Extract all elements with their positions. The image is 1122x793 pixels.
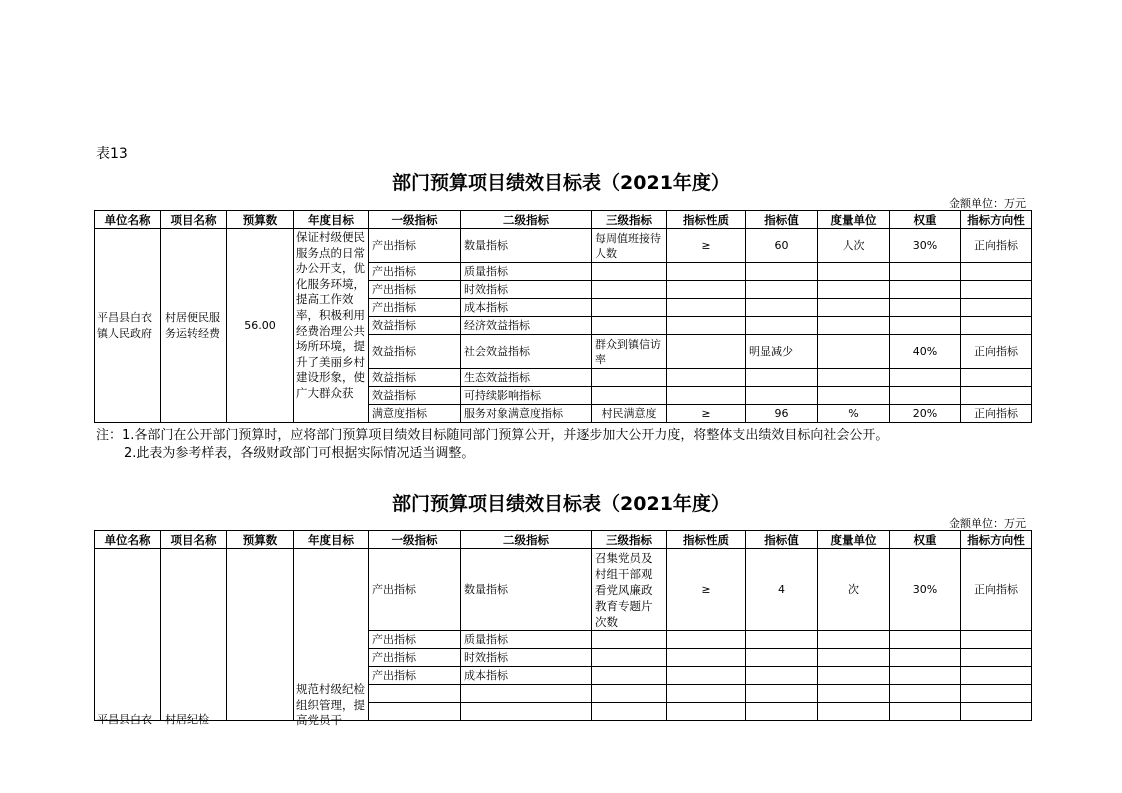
unit-name-cell <box>95 549 161 726</box>
unit-name-text: 平昌县白衣 <box>97 713 152 726</box>
l1-cell <box>369 685 461 703</box>
header-cell: 单位名称 <box>95 211 161 229</box>
direction-cell <box>961 667 1032 685</box>
l1-cell: 产出指标 <box>369 229 461 263</box>
direction-cell: 正向指标 <box>961 549 1032 631</box>
header-cell: 三级指标 <box>592 531 667 549</box>
direction-cell <box>961 281 1032 299</box>
table-row <box>95 549 1032 631</box>
value-cell <box>746 703 818 721</box>
table1-header-row <box>95 211 1032 229</box>
header-cell: 指标值 <box>746 531 818 549</box>
project-name-cell <box>161 549 227 726</box>
table2-header-row <box>95 531 1032 549</box>
nature-cell: ≥ <box>667 229 746 263</box>
l3-cell <box>592 263 667 281</box>
l3-cell <box>592 281 667 299</box>
l3-cell: 召集党员及村组干部观看党风廉政教育专题片次数 <box>592 549 667 631</box>
l2-cell: 社会效益指标 <box>461 335 592 369</box>
direction-cell <box>961 263 1032 281</box>
measure-unit-cell <box>818 387 890 405</box>
l1-cell: 效益指标 <box>369 387 461 405</box>
l3-cell <box>592 369 667 387</box>
value-cell <box>746 317 818 335</box>
note-2: 2.此表为参考样表，各级财政部门可根据实际情况适当调整。 <box>124 446 475 461</box>
l1-cell: 满意度指标 <box>369 405 461 423</box>
header-cell: 项目名称 <box>161 211 227 229</box>
nature-cell <box>667 685 746 703</box>
header-cell: 三级指标 <box>592 211 667 229</box>
weight-cell <box>890 263 961 281</box>
nature-cell <box>667 387 746 405</box>
nature-cell <box>667 667 746 685</box>
table-row <box>95 229 1032 263</box>
l3-cell <box>592 703 667 721</box>
value-cell <box>746 685 818 703</box>
nature-cell <box>667 649 746 667</box>
weight-cell <box>890 281 961 299</box>
weight-cell: 30% <box>890 549 961 631</box>
nature-cell <box>667 299 746 317</box>
l1-cell: 产出指标 <box>369 631 461 649</box>
header-cell: 年度目标 <box>294 211 369 229</box>
l1-cell: 产出指标 <box>369 299 461 317</box>
header-cell: 一级指标 <box>369 211 461 229</box>
value-cell: 明显减少 <box>746 335 818 369</box>
l1-cell: 效益指标 <box>369 317 461 335</box>
header-cell: 项目名称 <box>161 531 227 549</box>
budget-cell <box>227 549 294 721</box>
value-cell: 96 <box>746 405 818 423</box>
l2-cell <box>461 685 592 703</box>
measure-unit-cell: 次 <box>818 549 890 631</box>
header-cell: 指标值 <box>746 211 818 229</box>
project-name-text: 村居纪检 <box>165 713 209 726</box>
l2-cell: 服务对象满意度指标 <box>461 405 592 423</box>
table-tag: 表13 <box>96 146 128 162</box>
l2-cell: 数量指标 <box>461 229 592 263</box>
l2-cell: 经济效益指标 <box>461 317 592 335</box>
nature-cell: ≥ <box>667 405 746 423</box>
direction-cell: 正向指标 <box>961 405 1032 423</box>
l3-cell <box>592 631 667 649</box>
l3-cell <box>592 317 667 335</box>
value-cell <box>746 281 818 299</box>
weight-cell <box>890 685 961 703</box>
project-name-cell: 村居便民服务运转经费 <box>161 229 227 423</box>
l2-cell: 时效指标 <box>461 649 592 667</box>
l2-cell <box>461 703 592 721</box>
measure-unit-cell <box>818 317 890 335</box>
measure-unit-cell <box>818 369 890 387</box>
value-cell <box>746 299 818 317</box>
nature-cell <box>667 631 746 649</box>
header-cell: 一级指标 <box>369 531 461 549</box>
l2-cell: 质量指标 <box>461 263 592 281</box>
weight-cell <box>890 667 961 685</box>
header-cell: 指标性质 <box>667 211 746 229</box>
l2-cell: 生态效益指标 <box>461 369 592 387</box>
l1-cell: 产出指标 <box>369 281 461 299</box>
goal-text: 规范村级纪检组织管理，提高党员干 <box>296 682 365 728</box>
l2-cell: 数量指标 <box>461 549 592 631</box>
weight-cell <box>890 703 961 721</box>
header-cell: 指标方向性 <box>961 211 1032 229</box>
direction-cell <box>961 703 1032 721</box>
measure-unit-cell <box>818 649 890 667</box>
l1-cell: 产出指标 <box>369 549 461 631</box>
direction-cell <box>961 631 1032 649</box>
measure-unit-cell <box>818 631 890 649</box>
weight-cell <box>890 299 961 317</box>
direction-cell <box>961 299 1032 317</box>
weight-cell <box>890 631 961 649</box>
header-cell: 预算数 <box>227 531 294 549</box>
value-cell <box>746 263 818 281</box>
direction-cell: 正向指标 <box>961 335 1032 369</box>
measure-unit-cell <box>818 263 890 281</box>
note-1: 注：1.各部门在公开部门预算时，应将部门预算项目绩效目标随同部门预算公开，并逐步加大公开力度，将整体支出绩效目标向社会公开。 <box>96 428 889 443</box>
l3-cell <box>592 649 667 667</box>
measure-unit-cell <box>818 703 890 721</box>
weight-cell <box>890 317 961 335</box>
nature-cell: ≥ <box>667 549 746 631</box>
weight-cell <box>890 649 961 667</box>
table2-unit-label: 金额单位：万元 <box>949 517 1026 530</box>
header-cell: 年度目标 <box>294 531 369 549</box>
l3-cell: 村民满意度 <box>592 405 667 423</box>
l3-cell: 群众到镇信访率 <box>592 335 667 369</box>
value-cell <box>746 631 818 649</box>
l1-cell: 效益指标 <box>369 335 461 369</box>
table2-title: 部门预算项目绩效目标表（2021年度） <box>392 493 730 515</box>
l3-cell <box>592 299 667 317</box>
direction-cell <box>961 649 1032 667</box>
l2-cell: 质量指标 <box>461 631 592 649</box>
weight-cell: 40% <box>890 335 961 369</box>
header-cell: 二级指标 <box>461 531 592 549</box>
header-cell: 预算数 <box>227 211 294 229</box>
measure-unit-cell <box>818 667 890 685</box>
header-cell: 权重 <box>890 531 961 549</box>
value-cell <box>746 649 818 667</box>
nature-cell <box>667 703 746 721</box>
weight-cell <box>890 369 961 387</box>
l2-cell: 时效指标 <box>461 281 592 299</box>
measure-unit-cell <box>818 335 890 369</box>
l1-cell: 产出指标 <box>369 649 461 667</box>
nature-cell <box>667 263 746 281</box>
l2-cell: 成本指标 <box>461 299 592 317</box>
value-cell: 60 <box>746 229 818 263</box>
goal-text: 保证村级便民服务点的日常办公开支，优化服务环境，提高工作效率，积极利用经费治理公共场所环境，提升了美丽乡村建设形象，使广大群众获 <box>296 230 365 400</box>
value-cell: 4 <box>746 549 818 631</box>
l1-cell: 产出指标 <box>369 667 461 685</box>
header-cell: 单位名称 <box>95 531 161 549</box>
measure-unit-cell: 人次 <box>818 229 890 263</box>
value-cell <box>746 667 818 685</box>
header-cell: 指标方向性 <box>961 531 1032 549</box>
l1-cell: 产出指标 <box>369 263 461 281</box>
table2 <box>94 530 1032 728</box>
nature-cell <box>667 335 746 369</box>
l2-cell: 成本指标 <box>461 667 592 685</box>
header-cell: 权重 <box>890 211 961 229</box>
budget-cell: 56.00 <box>227 229 294 423</box>
direction-cell: 正向指标 <box>961 229 1032 263</box>
l1-cell <box>369 703 461 721</box>
measure-unit-cell: % <box>818 405 890 423</box>
weight-cell: 20% <box>890 405 961 423</box>
nature-cell <box>667 369 746 387</box>
direction-cell <box>961 369 1032 387</box>
l3-cell <box>592 685 667 703</box>
goal-cell <box>294 229 369 423</box>
measure-unit-cell <box>818 685 890 703</box>
table1 <box>94 210 1032 423</box>
nature-cell <box>667 281 746 299</box>
nature-cell <box>667 317 746 335</box>
weight-cell: 30% <box>890 229 961 263</box>
header-cell: 度量单位 <box>818 531 890 549</box>
l2-cell: 可持续影响指标 <box>461 387 592 405</box>
l1-cell: 效益指标 <box>369 369 461 387</box>
l3-cell <box>592 387 667 405</box>
weight-cell <box>890 387 961 405</box>
direction-cell <box>961 685 1032 703</box>
measure-unit-cell <box>818 281 890 299</box>
goal-cell <box>294 549 369 728</box>
value-cell <box>746 369 818 387</box>
direction-cell <box>961 387 1032 405</box>
table1-title: 部门预算项目绩效目标表（2021年度） <box>392 172 730 194</box>
header-cell: 二级指标 <box>461 211 592 229</box>
header-cell: 指标性质 <box>667 531 746 549</box>
table1-unit-label: 金额单位：万元 <box>949 197 1026 210</box>
unit-name-cell: 平昌县白衣镇人民政府 <box>95 229 161 423</box>
measure-unit-cell <box>818 299 890 317</box>
value-cell <box>746 387 818 405</box>
l3-cell: 每周值班接待人数 <box>592 229 667 263</box>
direction-cell <box>961 317 1032 335</box>
l3-cell <box>592 667 667 685</box>
header-cell: 度量单位 <box>818 211 890 229</box>
